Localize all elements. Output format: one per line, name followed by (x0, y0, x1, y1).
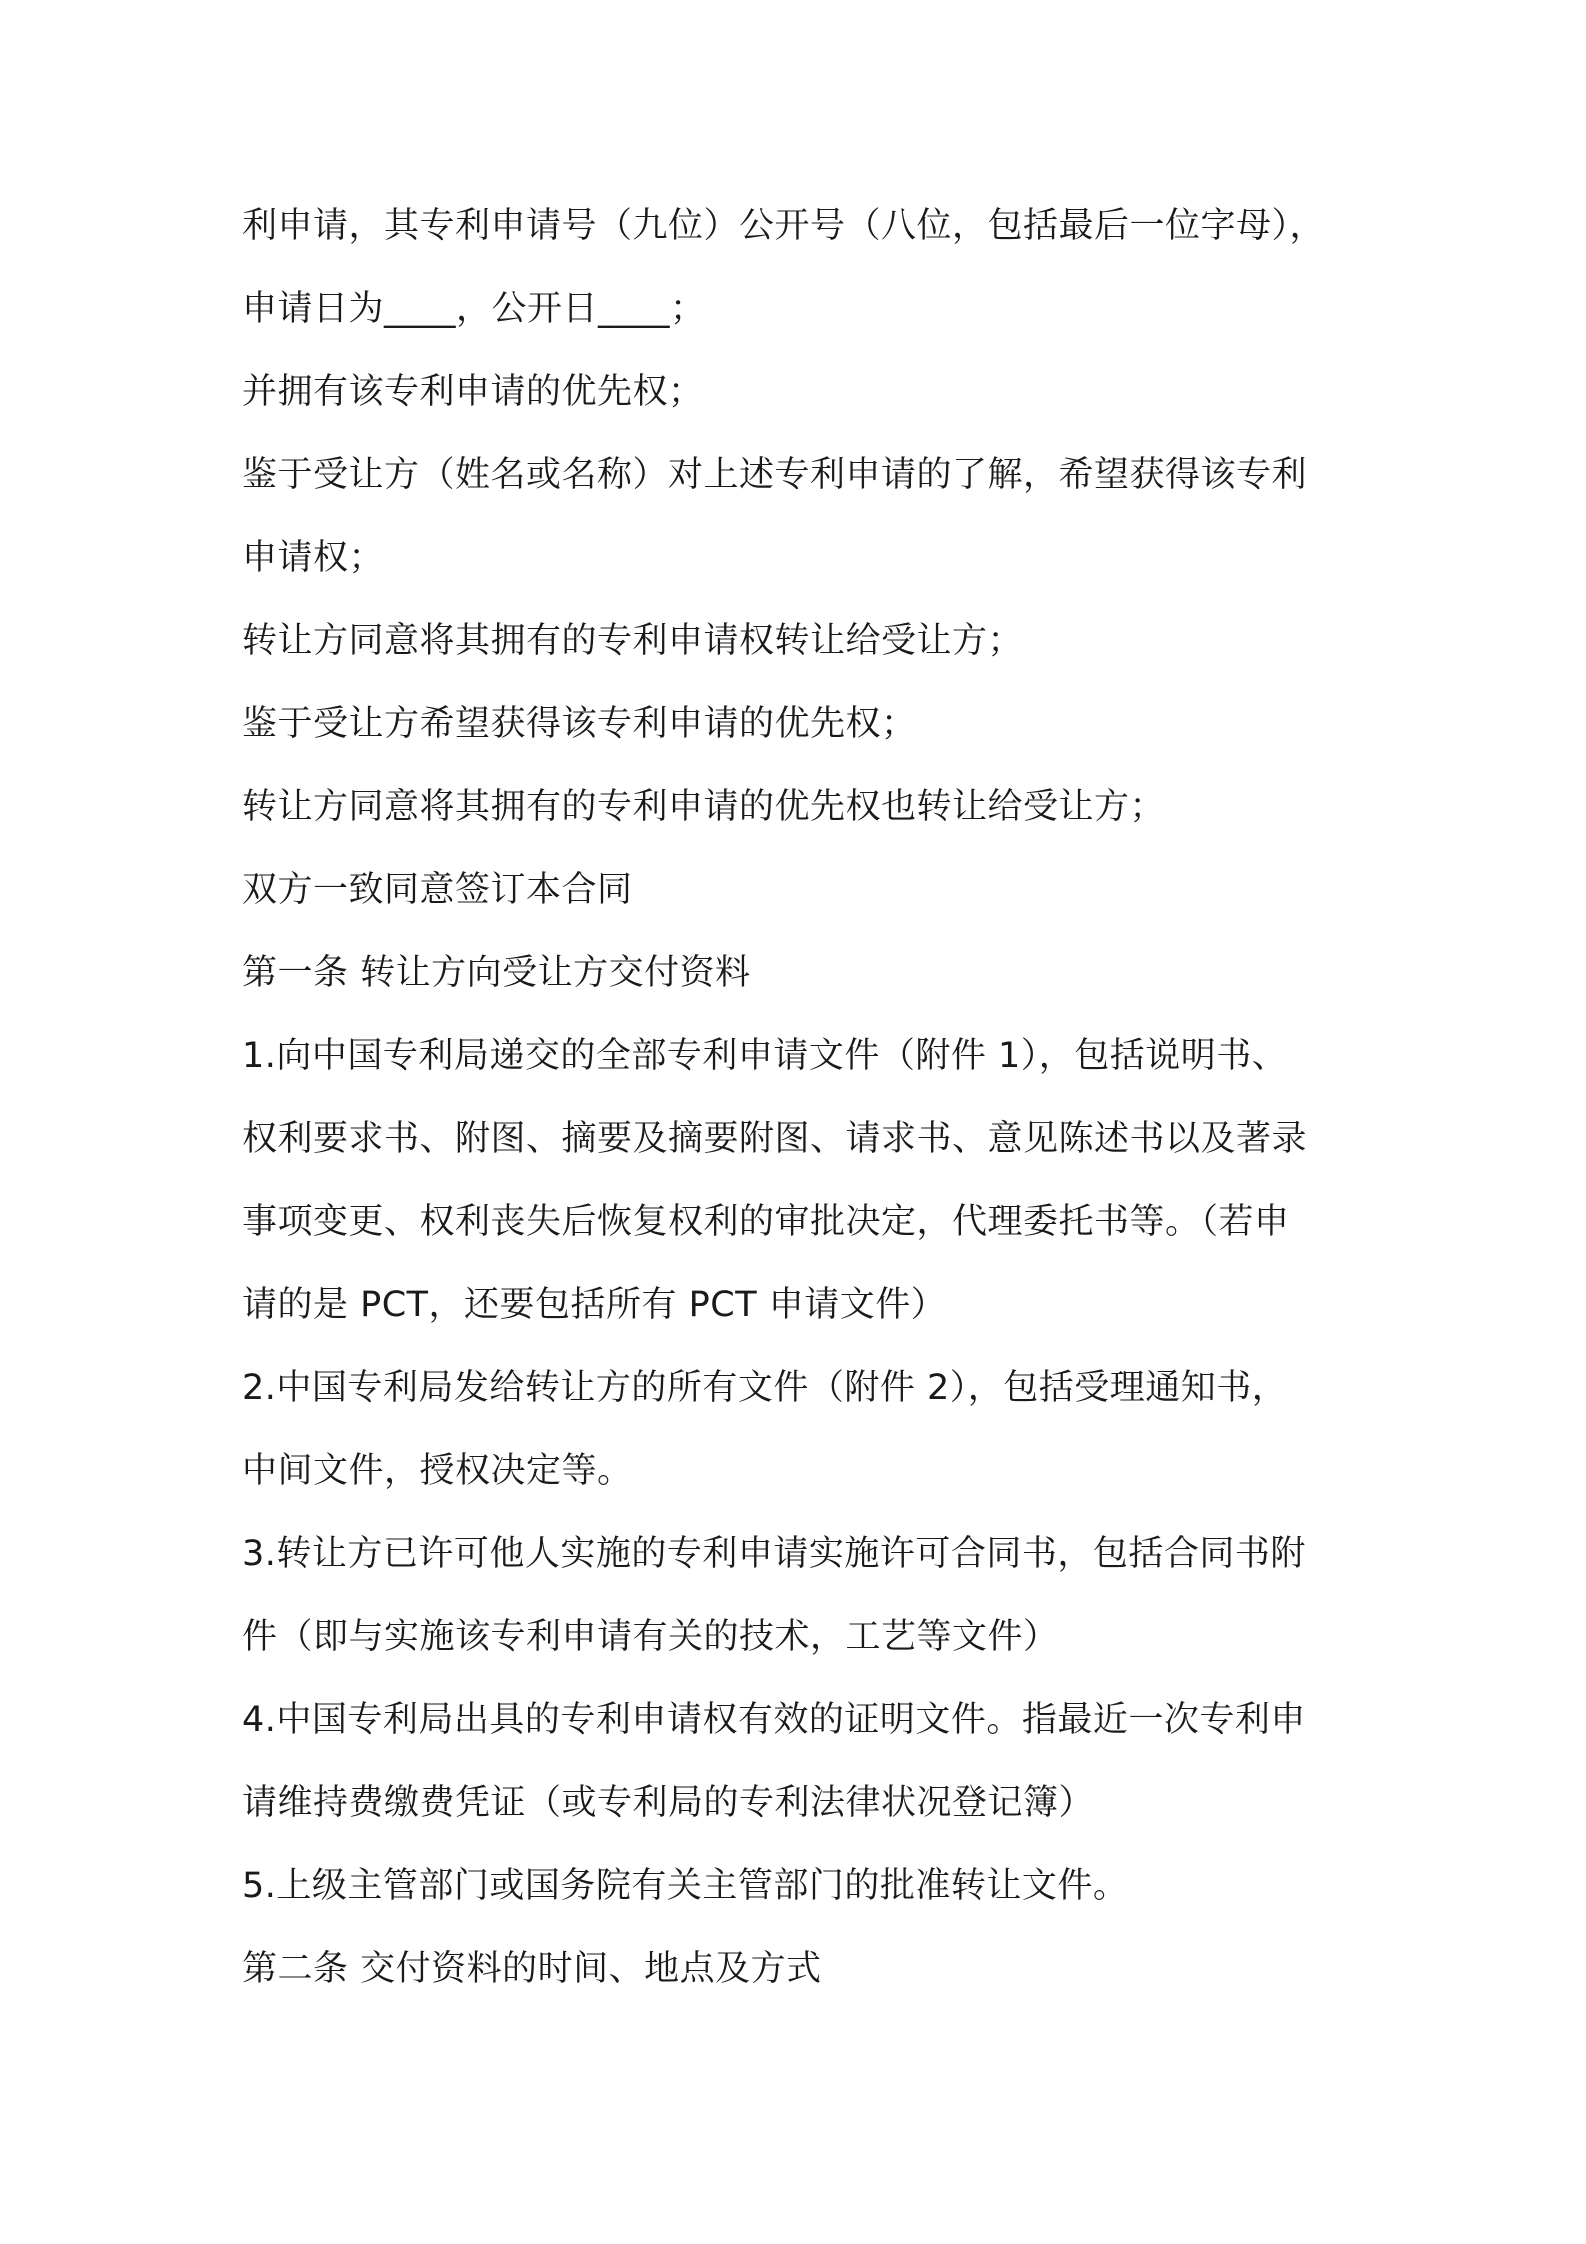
text-line: 鉴于受让方（姓名或名称）对上述专利申请的了解，希望获得该专利 (242, 455, 1308, 495)
text-line: 并拥有该专利申请的优先权； (242, 372, 704, 412)
text-line: 转让方同意将其拥有的专利申请的优先权也转让给受让方； (242, 787, 1166, 827)
text-line: 3.转让方已许可他人实施的专利申请实施许可合同书，包括合同书附 (242, 1534, 1306, 1574)
section-heading: 第一条 转让方向受让方交付资料 (242, 953, 751, 993)
text-line: 4.中国专利局出具的专利申请权有效的证明文件。指最近一次专利申 (242, 1700, 1306, 1740)
text-line: 鉴于受让方希望获得该专利申请的优先权； (242, 704, 917, 744)
text-line: 双方一致同意签订本合同 (242, 870, 633, 910)
text-line: 2.中国专利局发给转让方的所有文件（附件 2），包括受理通知书， (242, 1368, 1288, 1408)
section-heading: 第二条 交付资料的时间、地点及方式 (242, 1949, 822, 1989)
text-line: 申请日为____，公开日____； (242, 289, 706, 329)
text-line: 1.向中国专利局递交的全部专利申请文件（附件 1），包括说明书、 (242, 1036, 1288, 1076)
text-line: 请的是 PCT，还要包括所有 PCT 申请文件） (242, 1285, 947, 1325)
text-line: 5.上级主管部门或国务院有关主管部门的批准转让文件。 (242, 1866, 1129, 1906)
text-line: 转让方同意将其拥有的专利申请权转让给受让方； (242, 621, 1024, 661)
text-line: 件（即与实施该专利申请有关的技术，工艺等文件） (242, 1617, 1059, 1657)
text-line: 权利要求书、附图、摘要及摘要附图、请求书、意见陈述书以及著录 (242, 1119, 1308, 1159)
text-line: 请维持费缴费凭证（或专利局的专利法律状况登记簿） (242, 1783, 1095, 1823)
text-line: 中间文件，授权决定等。 (242, 1451, 633, 1491)
text-line: 事项变更、权利丧失后恢复权利的审批决定，代理委托书等。（若申 (242, 1202, 1290, 1242)
text-line: 利申请，其专利申请号（九位）公开号（八位，包括最后一位字母）， (242, 206, 1326, 246)
text-line: 申请权； (242, 538, 385, 578)
